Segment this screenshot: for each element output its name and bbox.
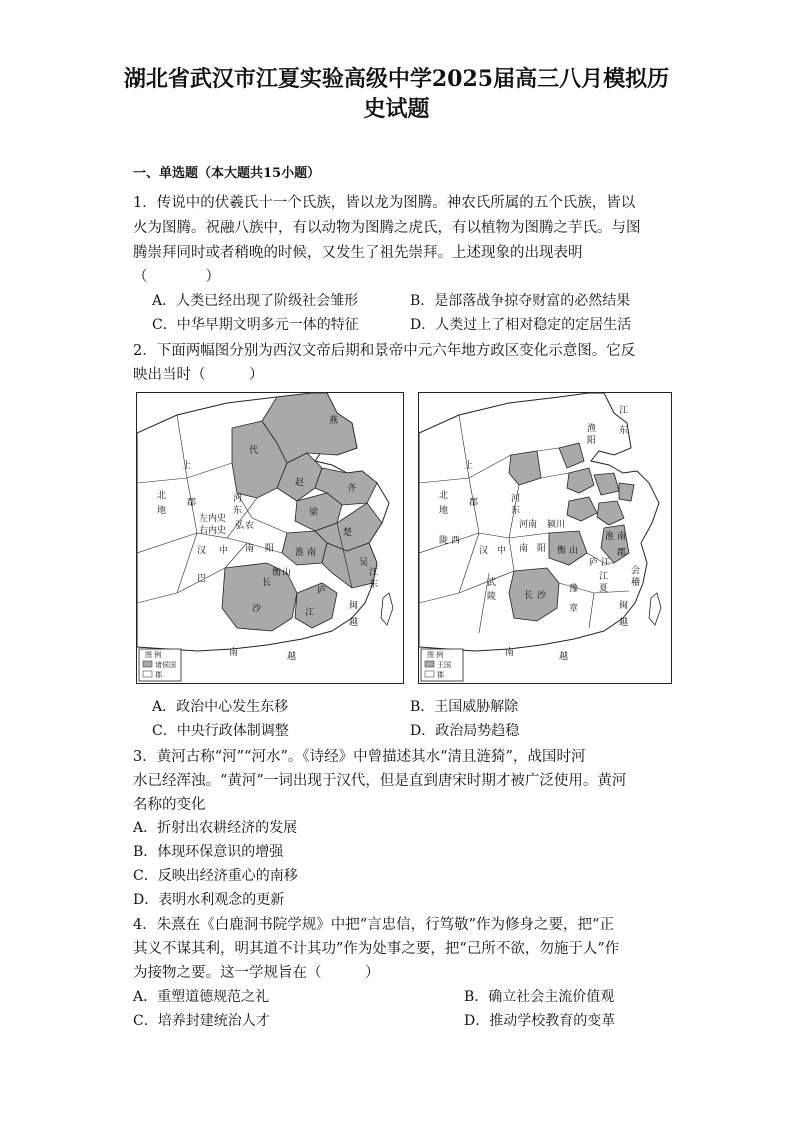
map-right-label: 南 (519, 544, 529, 554)
q1-option-c[interactable]: C．中华早期文明多元一体的特征 (152, 317, 359, 333)
map-right-label: 渔 (587, 424, 597, 434)
map-left-label: 梁 (309, 508, 319, 518)
map-left-label: 东 (369, 580, 379, 590)
map-right-label: 长 (524, 591, 534, 601)
map-right-legend-commandery: 郡 (437, 671, 444, 679)
map-right-svg (419, 393, 671, 683)
map-right-label: 山 (569, 546, 579, 556)
title-line-1: 湖北省武汉市江夏实验高级中学2025届高三八月模拟历 (123, 66, 670, 92)
map-left-legend-swatch-commandery (143, 671, 152, 677)
map-right-label: 阳 (587, 436, 597, 446)
map-right-label: 河南 (519, 520, 538, 530)
map-right-label: 江 (601, 558, 611, 568)
q3-line-2: 水已经浑浊。“黄河”一词出现于汉代，但是直到唐宋时期才被广泛使用。黄河 (133, 773, 627, 789)
map-right-label: 衡 (557, 546, 567, 556)
map-left-label: 东 (233, 506, 243, 516)
map-left-label: 南 (307, 548, 317, 558)
q3-option-a[interactable]: A．折射出农耕经济的发展 (133, 820, 298, 836)
q2-option-a[interactable]: A．政治中心发生东移 (152, 699, 289, 715)
map-left-label: 越 (349, 618, 359, 628)
map-right-label: 章 (569, 604, 579, 614)
map-right-label: 陵 (487, 592, 497, 602)
q4-option-c[interactable]: C．培养封建统治人才 (133, 1013, 270, 1029)
map-right-label: 中 (497, 546, 507, 556)
map-right-label: 沙 (537, 591, 547, 601)
map-left-svg (137, 393, 403, 683)
map-right-label: 淮 (605, 532, 615, 542)
map-right-label: 东 (511, 506, 521, 516)
map-right-jingdi (418, 392, 672, 684)
map-left-label: 江 (369, 568, 379, 578)
map-right-legend-title: 图 例 (427, 651, 444, 659)
map-left-legend-kingdom: 诸侯国 (155, 661, 176, 669)
map-right-label: 越 (559, 652, 569, 662)
map-left-label: 淮 (295, 548, 305, 558)
q1-option-b[interactable]: B．是部落战争掠夺财富的必然结果 (410, 293, 631, 309)
document-title (120, 64, 673, 124)
map-right-label: 汉 (479, 546, 489, 556)
section-heading: 一、单选题（本大题共15小题） (133, 166, 321, 181)
map-right-label: 北 (439, 491, 449, 501)
map-left-label: 吴 (359, 558, 369, 568)
q1-line-1: 1．传说中的伏羲氏十一个氏族，皆以龙为图腾。神农氏所属的五个氏族，皆以 (133, 195, 636, 211)
map-right-legend-swatch-commandery (425, 671, 434, 677)
map-left-label: 燕 (329, 416, 339, 426)
q1-line-3: 腾崇拜同时或者稍晚的时候，又发生了祖先崇拜。上述现象的出现表明 (133, 245, 583, 261)
map-right-label: 南 (617, 532, 627, 542)
map-right-label: 越 (619, 618, 629, 628)
map-left-label: 代 (249, 446, 259, 456)
q2-option-b[interactable]: B．王国威胁解除 (410, 699, 519, 715)
q4-option-a[interactable]: A．重塑道德规范之礼 (133, 989, 270, 1005)
q1-option-a[interactable]: A．人类已经出现了阶级社会雏形 (152, 293, 359, 309)
map-left-label: 闽 (349, 601, 359, 611)
map-right-label: 江 (619, 406, 629, 416)
map-right-label: 南 (505, 648, 515, 658)
map-left-label: 齐 (347, 484, 357, 494)
map-right-label: 江 (599, 572, 609, 582)
q2-line-1: 2．下面两幅图分别为西汉文帝后期和景帝中元六年地方政区变化示意图。它反 (133, 343, 636, 359)
q3-option-c[interactable]: C．反映出经济重心的南移 (133, 868, 298, 884)
title-line-2: 史试题 (363, 96, 430, 122)
map-left-label: 北 (157, 491, 167, 501)
map-left-label: 赵 (295, 478, 305, 488)
q2-option-c[interactable]: C．中央行政体制调整 (152, 723, 289, 739)
map-left-label: 巴 (197, 574, 207, 584)
q2-line-2: 映出当时（ ） (133, 367, 264, 383)
map-right-label: 陇 (439, 536, 449, 546)
q1-option-d[interactable]: D．人类过上了相对稳定的定居生活 (410, 317, 632, 333)
map-left-legend-title: 图 例 (145, 651, 162, 659)
map-right-island (649, 593, 661, 625)
map-right-label: 郡 (469, 498, 479, 508)
map-left-label: 沙 (252, 604, 262, 614)
map-right-legend (421, 649, 463, 681)
q3-line-3: 名称的变化 (133, 797, 206, 813)
map-left-label: 河 (233, 494, 243, 504)
map-right-label: 东 (619, 426, 629, 436)
map-right-label: 河 (511, 494, 521, 504)
map-right-label: 会 (631, 566, 641, 576)
q3-line-1: 3．黄河古称“河”“河水”。《诗经》中曾描述其水“清且涟猗”，战国时河 (133, 749, 586, 765)
q2-option-d[interactable]: D．政治局势趋稳 (410, 723, 520, 739)
map-right-label: 夏 (599, 584, 609, 594)
map-right-label: 颍川 (547, 520, 566, 530)
map-right-label: 阳 (537, 544, 547, 554)
map-left-label: 楚 (343, 528, 353, 538)
q1-line-2: 火为图腾。祝融八族中，有以动物为图腾之虎氏，有以植物为图腾之芋氏。与图 (133, 220, 641, 236)
map-right-label: 稽 (631, 578, 641, 588)
map-left-label: 弘 (235, 521, 245, 531)
map-right-legend-kingdom: 王国 (437, 661, 451, 669)
map-left-label: 地 (157, 506, 167, 516)
map-left-label: 农 (245, 521, 255, 531)
map-left-legend (139, 649, 181, 681)
q4-option-d[interactable]: D．推动学校教育的变革 (464, 1013, 616, 1029)
map-right-label: 豫 (569, 584, 579, 594)
q3-option-d[interactable]: D．表明水利观念的更新 (133, 892, 285, 908)
map-left-label: 山 (282, 568, 292, 578)
map-right-label: 武 (487, 578, 497, 588)
map-left-label: 庐 (317, 586, 327, 596)
map-left-label: 中 (219, 546, 229, 556)
map-right-label: 郡 (617, 548, 627, 558)
map-left-label: 左内史 (199, 514, 227, 524)
map-left-western-han (136, 392, 404, 684)
q1-line-4: （ ） (133, 269, 220, 285)
map-left-label: 长 (262, 578, 272, 588)
map-left-label: 南 (229, 648, 239, 658)
map-left-label: 汉 (197, 546, 207, 556)
map-left-label: 阳 (265, 544, 275, 554)
map-right-label: 庐 (589, 558, 599, 568)
map-right-label: 地 (439, 506, 449, 516)
q3-option-b[interactable]: B．体现环保意识的增强 (133, 844, 284, 860)
map-left-legend-swatch-kingdom (143, 661, 152, 667)
q4-line-1: 4．朱熹在《白鹿洞书院学规》中把“言忠信，行笃敬”作为修身之要，把“正 (133, 917, 614, 933)
map-left-label: 郡 (187, 498, 197, 508)
map-left-label: 越 (287, 652, 297, 662)
map-left-label: 上 (182, 461, 192, 471)
map-left-legend-commandery: 郡 (155, 671, 162, 679)
map-left-island (381, 593, 393, 625)
map-right-label: 闽 (619, 601, 629, 611)
q4-line-3: 为接物之要。这一学规旨在（ ） (133, 965, 380, 981)
map-left-label: 右内史 (199, 526, 227, 536)
map-right-label: 上 (464, 461, 474, 471)
map-right-legend-swatch-kingdom (425, 661, 434, 667)
q4-option-b[interactable]: B．确立社会主流价值观 (464, 989, 615, 1005)
map-left-label: 南 (245, 544, 255, 554)
map-left-label: 衡 (272, 568, 282, 578)
q4-line-2: 其义不谋其利，明其道不计其功”作为处事之要，把“己所不欲，勿施于人”作 (133, 941, 620, 957)
map-left-label: 江 (305, 608, 315, 618)
map-right-label: 西 (451, 536, 461, 546)
map-right-region-qi-b (619, 483, 634, 501)
